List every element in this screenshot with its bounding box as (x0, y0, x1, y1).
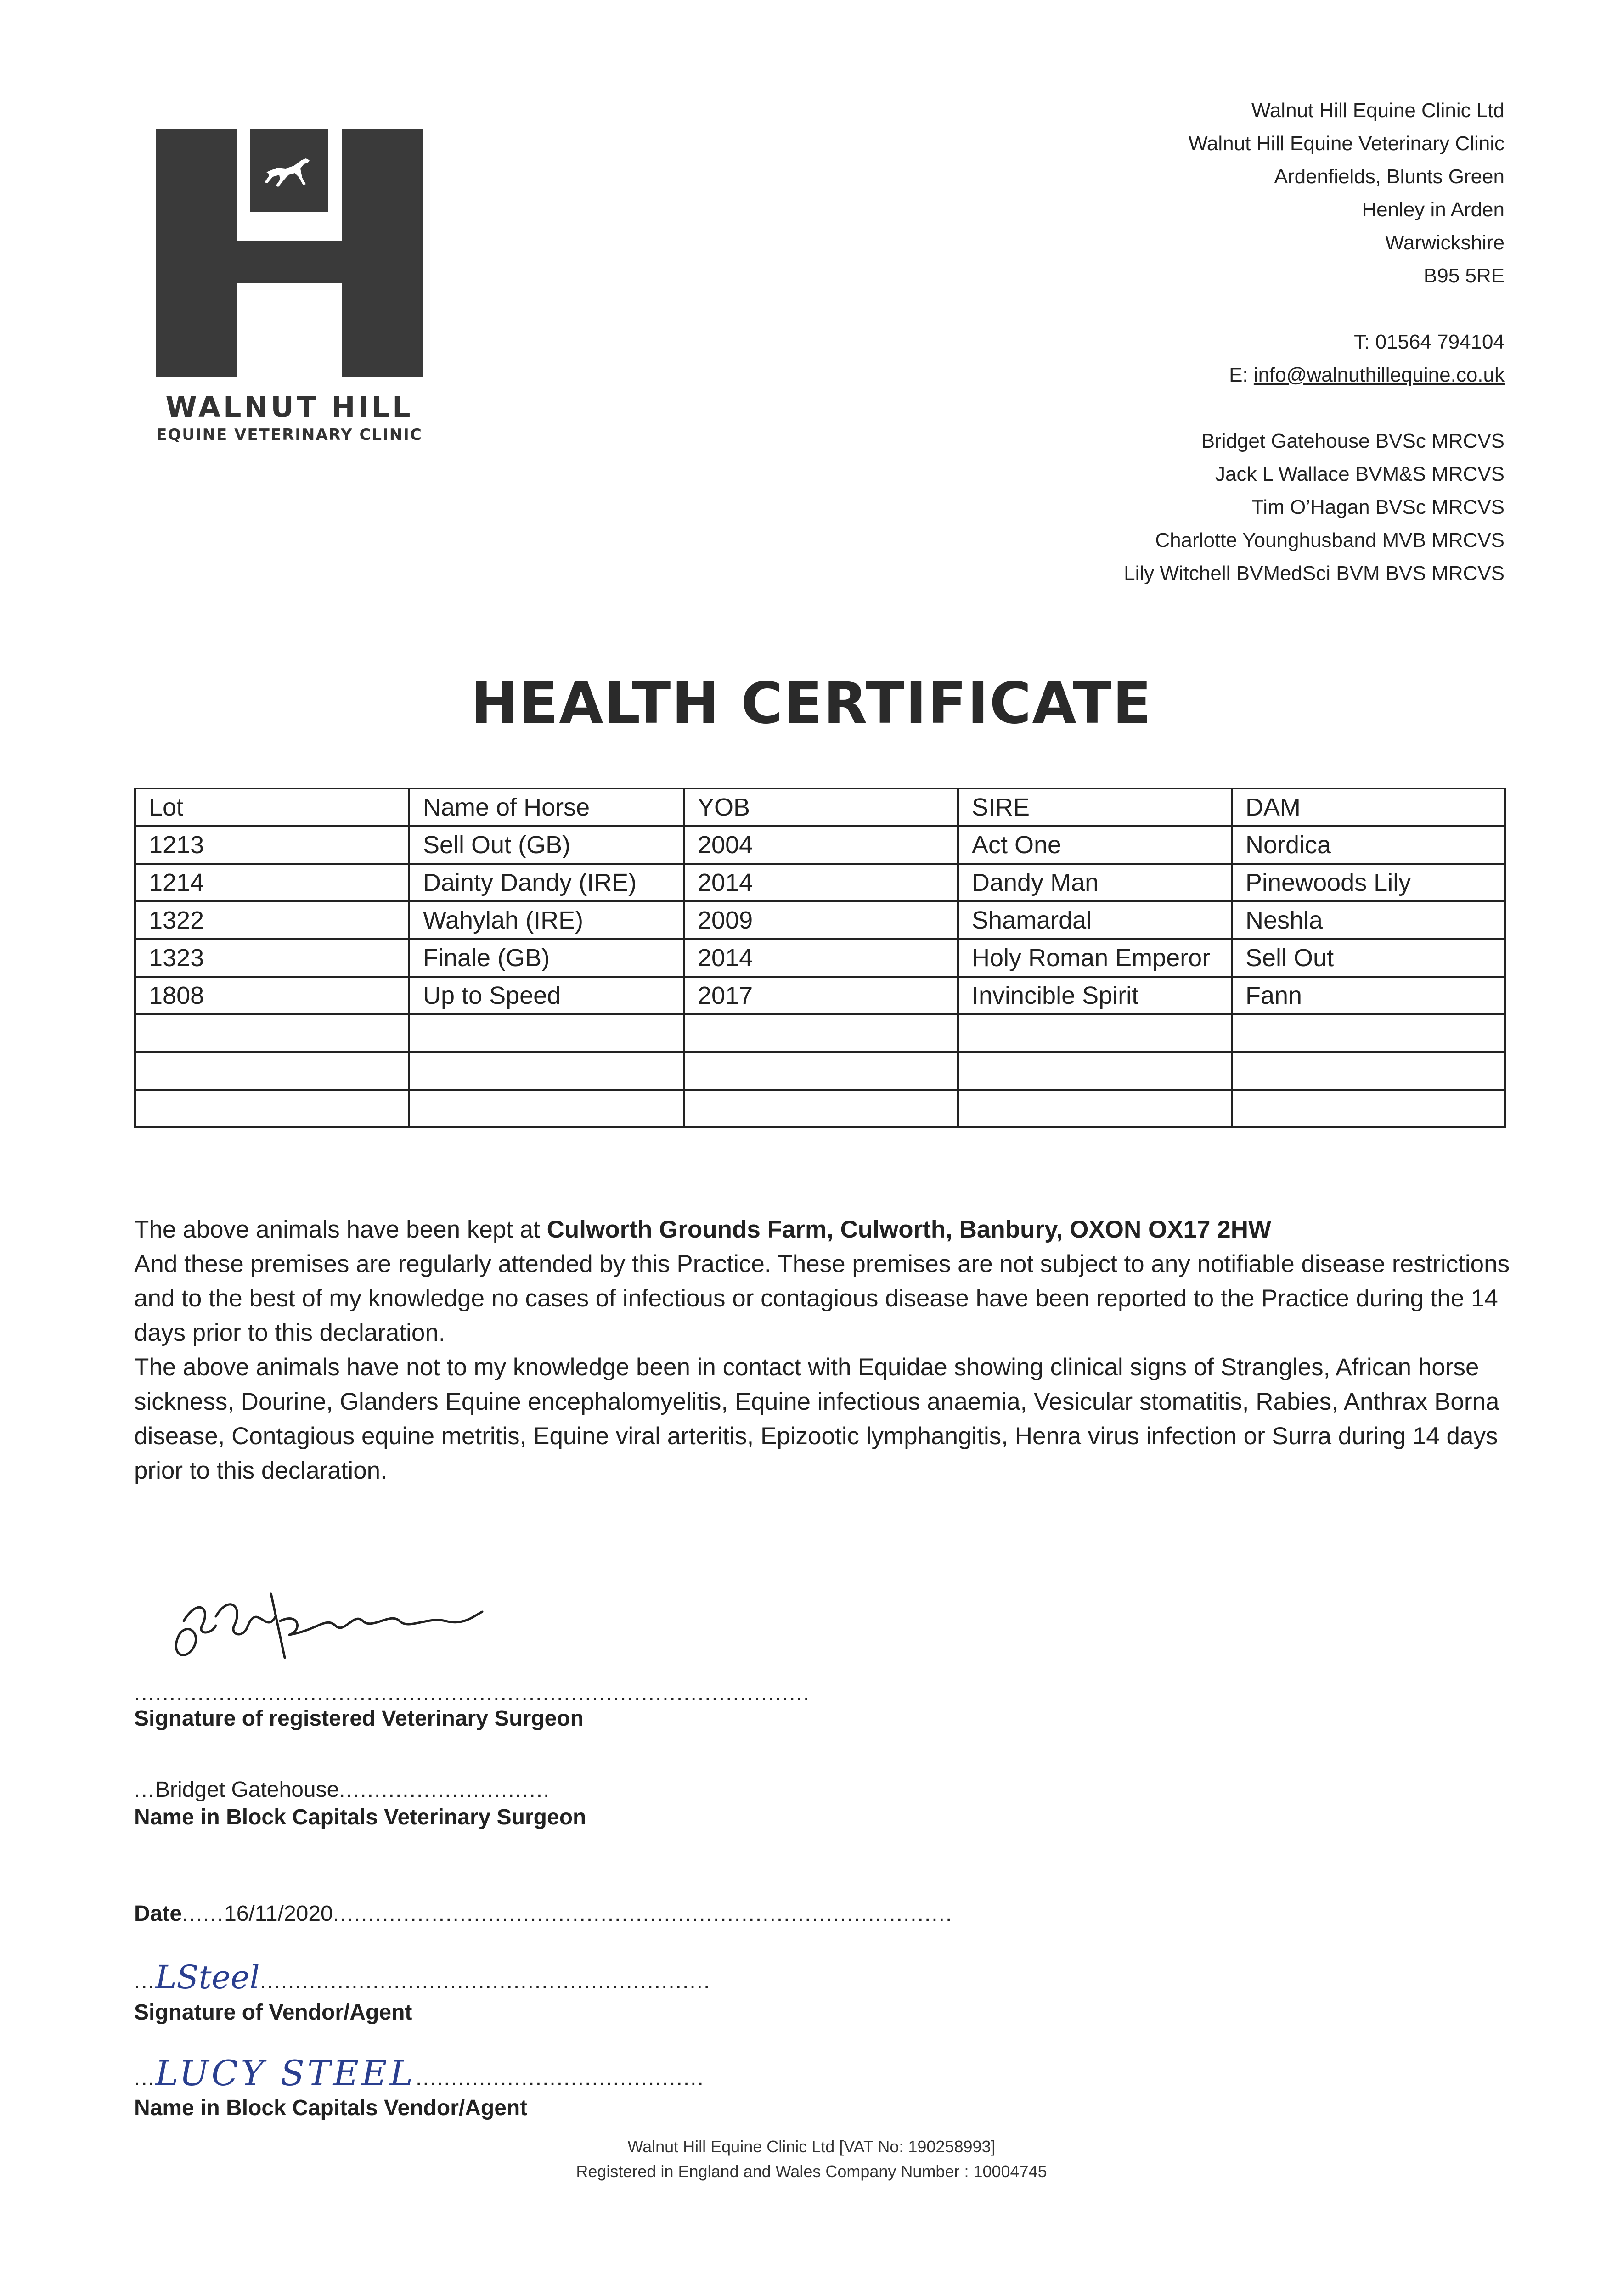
cell-name: Finale (GB) (409, 939, 684, 977)
vet-name: Charlotte Younghusband MVB MRCVS (1155, 529, 1505, 551)
cell-sire: Invincible Spirit (958, 977, 1232, 1014)
cell-yob: 2017 (684, 977, 958, 1014)
table-row (135, 826, 1505, 864)
vendor-signature: LSteel (155, 1958, 260, 1996)
empty-row (135, 1090, 1505, 1127)
empty-row (135, 1052, 1505, 1090)
vendor-signature-line: ...LSteel................................................................ (134, 1958, 711, 1996)
cell-lot: 1213 (135, 826, 409, 864)
vendor-name-value: LUCY STEEL (155, 2053, 416, 2093)
vendor-signature-label: Signature of Vendor/Agent (134, 2000, 412, 2025)
vet-name: Jack L Wallace BVM&S MRCVS (1215, 463, 1505, 485)
horse-table (134, 788, 1506, 1128)
vet-name-line: ...Bridget Gatehouse.............................. (134, 1778, 551, 1802)
cell-dam: Pinewoods Lily (1232, 864, 1505, 901)
declaration-paragraph-2: The above animals have not to my knowledge been in contact with Equidae showing clinical signs of Strangles, African horse sickness, Dourine, Glanders Equine encephalomyelitis, Equine infectious anaemia, Vesicular stomatitis, Rabies, Anthrax Borna disease, Contagious equine metritis, Equine viral arteritis, Epizootic lymphangitis, Henra virus infection or Surra during 14 days prior to this declaration. (134, 1354, 1499, 1484)
clinic-address (862, 94, 1505, 590)
cell-dam: Neshla (1232, 901, 1505, 939)
cell-lot: 1808 (135, 977, 409, 1014)
vet-signature-label: Signature of registered Veterinary Surgeon (134, 1706, 584, 1731)
clinic-name: Walnut Hill Equine Veterinary Clinic (1189, 132, 1505, 155)
cell-sire: Shamardal (958, 901, 1232, 939)
cell-dam: Fann (1232, 977, 1505, 1014)
logo-subtitle: EQUINE VETERINARY CLINIC (156, 426, 423, 444)
email-link[interactable]: info@walnuthillequine.co.uk (1253, 364, 1505, 386)
vet-signature-line: ................................................................................................ (134, 1681, 811, 1705)
phone-number: T: 01564 794104 (1354, 331, 1505, 353)
cell-dam: Nordica (1232, 826, 1505, 864)
vet-name: Tim O’Hagan BVSc MRCVS (1251, 496, 1505, 518)
footer-vat: Walnut Hill Equine Clinic Ltd [VAT No: 190258993] (627, 2137, 996, 2156)
date-value: 16/11/2020 (224, 1902, 333, 1926)
vet-name: Bridget Gatehouse BVSc MRCVS (1201, 430, 1505, 452)
cell-name: Wahylah (IRE) (409, 901, 684, 939)
vet-name-value: Bridget Gatehouse (155, 1778, 339, 1802)
vet-name: Lily Witchell BVMedSci BVM BVS MRCVS (1124, 562, 1505, 585)
table-row (135, 864, 1505, 901)
cell-yob: 2009 (684, 901, 958, 939)
date-line: Date......16/11/2020........................................................................................ (134, 1902, 953, 1926)
clinic-logo (156, 129, 423, 444)
cell-sire: Dandy Man (958, 864, 1232, 901)
logo-name: WALNUT HILL (165, 390, 413, 424)
cell-lot: 1214 (135, 864, 409, 901)
logo-mark (156, 129, 423, 377)
header-lot: Lot (135, 788, 409, 826)
vendor-name-label: Name in Block Capitals Vendor/Agent (134, 2096, 528, 2120)
header-yob: YOB (684, 788, 958, 826)
cell-sire: Act One (958, 826, 1232, 864)
vet-signature (152, 1566, 501, 1671)
email-line: E: info@walnuthillequine.co.uk (1229, 364, 1505, 386)
address-line: Ardenfields, Blunts Green (1274, 165, 1505, 188)
address-town: Henley in Arden (1362, 198, 1505, 221)
table-row (135, 901, 1505, 939)
premises-address: Culworth Grounds Farm, Culworth, Banbury, OXON OX17 2HW (547, 1216, 1272, 1243)
company-name: Walnut Hill Equine Clinic Ltd (1251, 99, 1505, 122)
page-title: HEALTH CERTIFICATE (470, 670, 1153, 737)
footer-registration: Registered in England and Wales Company Number : 10004745 (576, 2162, 1047, 2181)
vendor-name-line: ...LUCY STEEL......................................... (134, 2053, 704, 2093)
vet-name-label: Name in Block Capitals Veterinary Surgeon (134, 1805, 586, 1829)
cell-yob: 2004 (684, 826, 958, 864)
header-dam: DAM (1232, 788, 1505, 826)
cell-lot: 1323 (135, 939, 409, 977)
cell-lot: 1322 (135, 901, 409, 939)
header-sire: SIRE (958, 788, 1232, 826)
empty-row (135, 1014, 1505, 1052)
cell-yob: 2014 (684, 939, 958, 977)
declaration (134, 1212, 1512, 1488)
header-name: Name of Horse (409, 788, 684, 826)
cell-yob: 2014 (684, 864, 958, 901)
declaration-paragraph-1: And these premises are regularly attended by this Practice. These premises are not subject to any notifiable disease restrictions and to the best of my knowledge no cases of infectious or contagious disease have been reported to the Practice during the 14 days prior to this declaration. (134, 1250, 1510, 1346)
table-header-row (135, 788, 1505, 826)
footer (0, 2134, 1623, 2184)
cell-sire: Holy Roman Emperor (958, 939, 1232, 977)
cell-dam: Sell Out (1232, 939, 1505, 977)
cell-name: Up to Speed (409, 977, 684, 1014)
cell-name: Dainty Dandy (IRE) (409, 864, 684, 901)
horse-icon (250, 129, 328, 212)
table-row (135, 939, 1505, 977)
premises-line: The above animals have been kept at Culworth Grounds Farm, Culworth, Banbury, OXON OX17 2HW (134, 1216, 1272, 1243)
address-postcode: B95 5RE (1423, 264, 1505, 287)
address-county: Warwickshire (1385, 231, 1505, 254)
table-row (135, 977, 1505, 1014)
cell-name: Sell Out (GB) (409, 826, 684, 864)
